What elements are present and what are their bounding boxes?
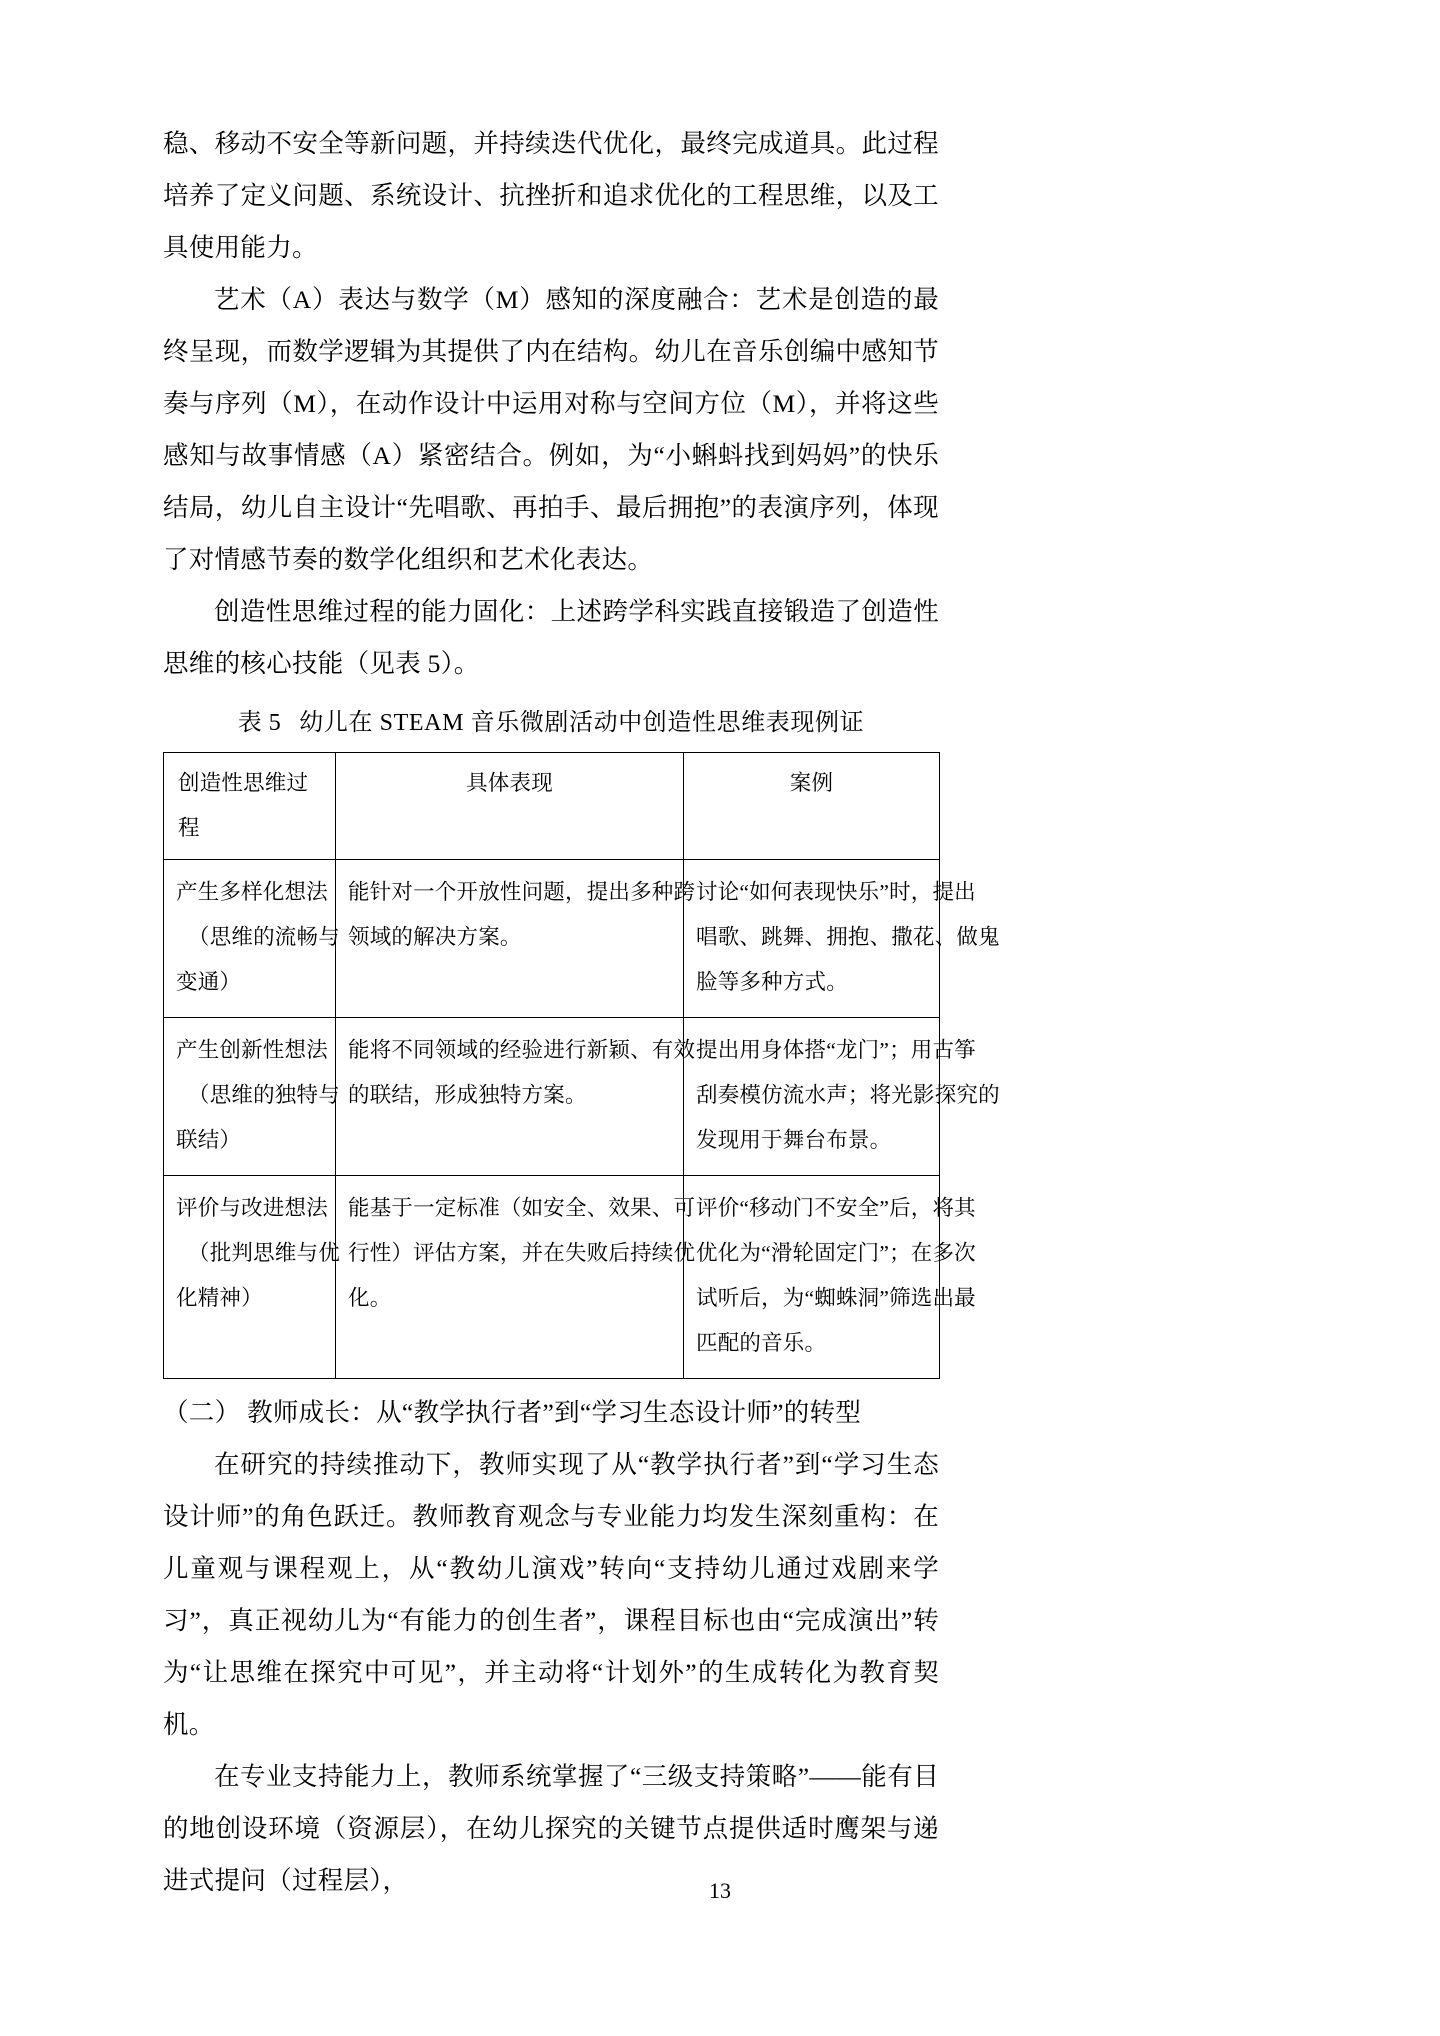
table-header-row [164,753,940,860]
cell-line: 的联结，形成独特方案。 [348,1083,587,1107]
table-header-manifestation: 具体表现 [336,753,684,860]
cell-line: 能针对一个开放性问题，提出多种跨 [348,880,696,904]
cell-line: 试听后，为“蜘蛛洞”筛选出最 [696,1286,976,1310]
cell-line: 发现用于舞台布景。 [696,1128,892,1152]
table-row [164,860,940,1018]
cell-line: （思维的流畅与 [188,925,340,949]
cell-line: 脸等多种方式。 [696,970,848,994]
table-header-process: 创造性思维过程 [164,753,336,860]
cell-line: 匹配的音乐。 [696,1331,827,1355]
cell-line: 能基于一定标准（如安全、效果、可 [348,1196,696,1220]
cell-line: 评价与改进想法 [176,1196,328,1220]
cell-line: 唱歌、跳舞、拥抱、撒花、做鬼 [696,925,1000,949]
cell-line: 评价“移动门不安全”后，将其 [696,1196,976,1220]
cell-case [684,1176,976,1379]
page-number: 13 [709,1878,731,1903]
table-row [164,1176,940,1379]
page-content [163,118,1000,1907]
cell-line: 优化为“滑轮固定门”；在多次 [696,1241,976,1265]
table-caption [163,700,939,746]
cell-line: 变通） [176,970,242,994]
cell-line: 化精神） [176,1286,263,1310]
cell-line: 化。 [348,1286,392,1310]
table-caption-label: 表 5 [237,710,282,736]
paragraph-4: 在研究的持续推动下，教师实现了从“教学执行者”到“学习生态设计师”的角色跃迁。教师教育观念与专业能力均发生深刻重构：在儿童观与课程观上，从“教幼儿演戏”转向“支持幼儿通过戏剧来学习”，真正视幼儿为“有能力的创生者”，课程目标也由“完成演出”转为“让思维在探究中可见”，并主动将“计划外”的生成转化为教育契机。 [163,1450,939,1739]
section-heading: （二） 教师成长：从“教学执行者”到“学习生态设计师”的转型 [163,1398,862,1427]
table-header-case: 案例 [684,753,940,860]
paragraph-5: 在专业支持能力上，教师系统掌握了“三级支持策略”——能有目的地创设环境（资源层），在幼儿探究的关键节点提供适时鹰架与递进式提问（过程层）， [163,1762,939,1895]
cell-line: （思维的独特与 [188,1083,340,1107]
cell-manifestation [336,1176,696,1379]
paragraph-1: 稳、移动不安全等新问题，并持续迭代优化，最终完成道具。此过程培养了定义问题、系统设计、抗挫折和追求优化的工程思维，以及工具使用能力。 [163,129,939,262]
table-creative-thinking [163,752,1000,1379]
cell-line: 提出用身体搭“龙门”；用古筝 [696,1038,976,1062]
cell-manifestation [336,860,696,1018]
paragraph-3: 创造性思维过程的能力固化：上述跨学科实践直接锻造了创造性思维的核心技能（见表 5）。 [163,597,939,678]
paragraph-2: 艺术（A）表达与数学（M）感知的深度融合：艺术是创造的最终呈现，而数学逻辑为其提供了内在结构。幼儿在音乐创编中感知节奏与序列（M），在动作设计中运用对称与空间方位（M），并将这些感知与故事情感（A）紧密结合。例如，为“小蝌蚪找到妈妈”的快乐结局，幼儿自主设计“先唱歌、再拍手、最后拥抱”的表演序列，体现了对情感节奏的数学化组织和艺术化表达。 [163,285,939,574]
cell-line: 刮奏模仿流水声；将光影探究的 [696,1083,1000,1107]
cell-line: （批判思维与优 [188,1241,340,1265]
table-caption-text: 幼儿在 STEAM 音乐微剧活动中创造性思维表现例证 [299,710,865,736]
cell-line: 行性）评估方案，并在失败后持续优 [348,1241,696,1265]
cell-process [164,1018,340,1176]
table-row [164,1018,940,1176]
cell-line: 产生创新性想法 [176,1038,328,1062]
cell-case [684,860,1000,1018]
cell-line: 领域的解决方案。 [348,925,522,949]
cell-line: 联结） [176,1128,242,1152]
cell-case [684,1018,1000,1176]
cell-line: 能将不同领域的经验进行新颖、有效 [348,1038,696,1062]
cell-process [164,1176,340,1379]
cell-line: 讨论“如何表现快乐”时，提出 [696,880,976,904]
cell-line: 产生多样化想法 [176,880,328,904]
cell-manifestation [336,1018,696,1176]
cell-process [164,860,340,1018]
